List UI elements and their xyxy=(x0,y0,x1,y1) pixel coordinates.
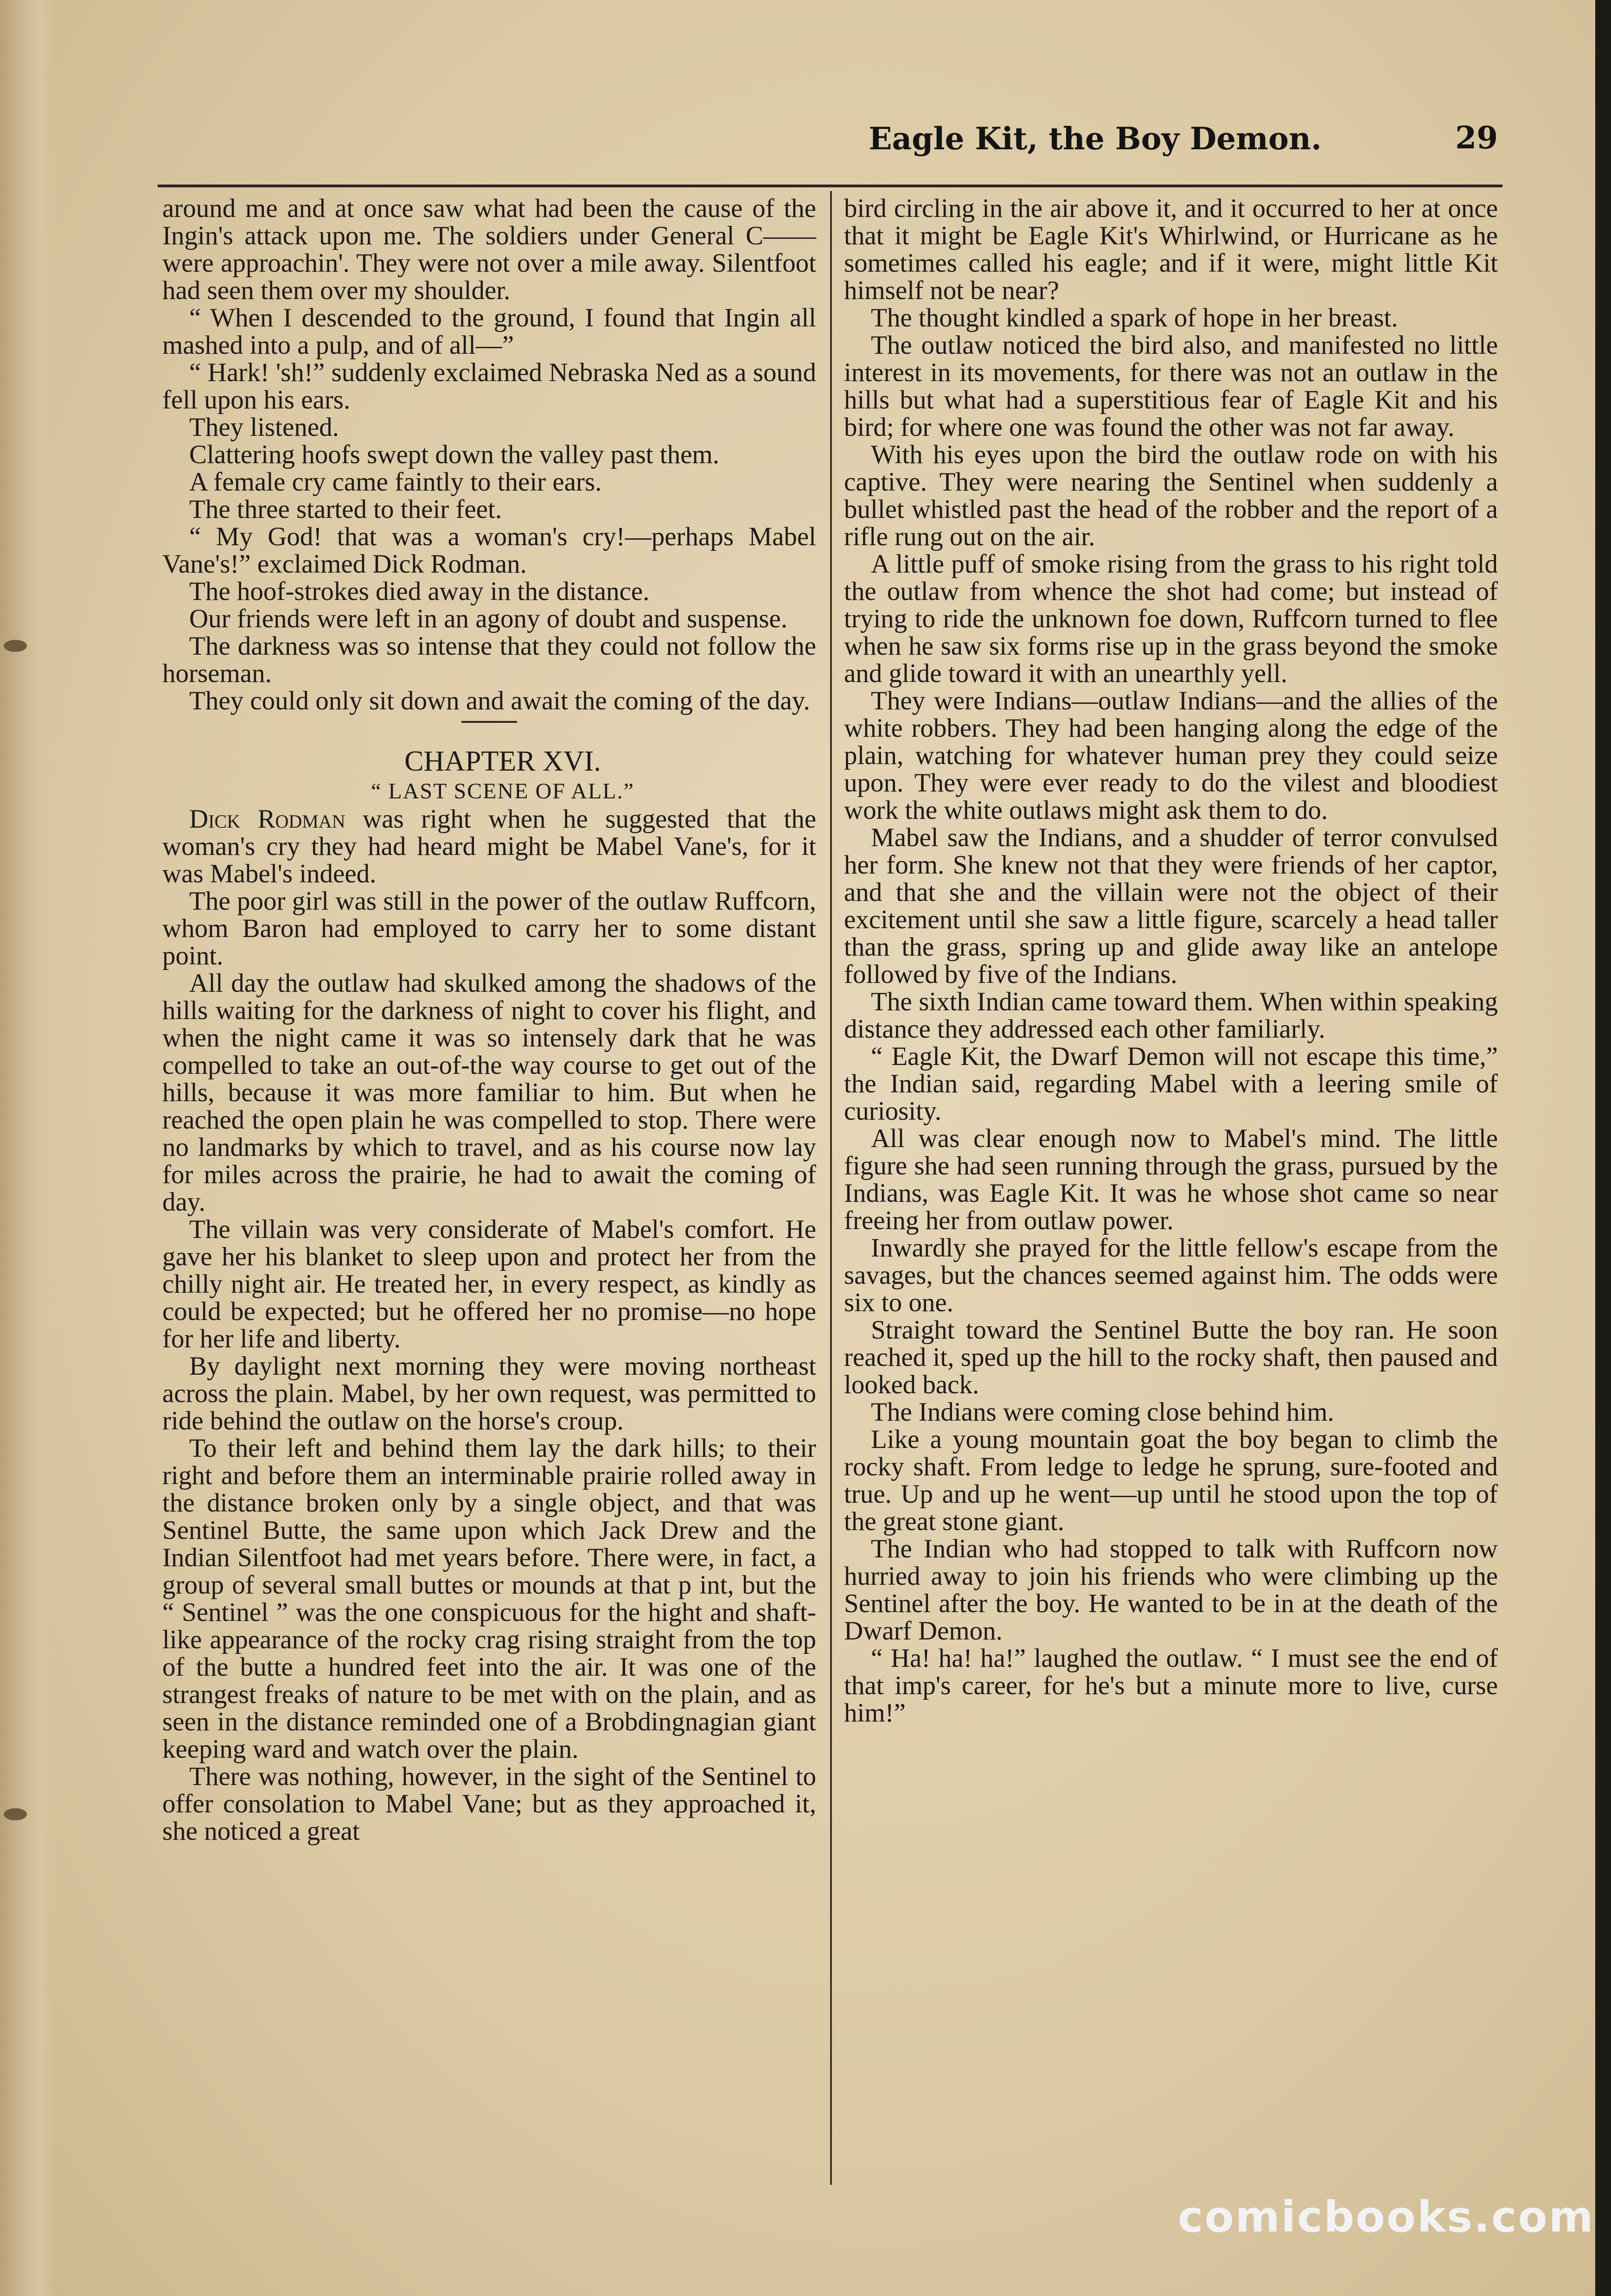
paragraph: To their left and behind them lay the dark hills; to their right and before them an interminable prairie rolled away in the distance broken only by a single object, and that was Sentinel Butte, the same upon which Jack Drew and the Indian Silentfoot had met years before. There were, in fact, a group of several small buttes or mounds at that p int, but the “ Sentinel ” was the one conspicuous for the hight and shaft-like appearance of the rocky crag rising straight from the top of the butte a hundred feet into the air. It was one of the strangest freaks of nature to be met with on the plain, and as seen in the distance reminded one of a Brobdingnagian giant keeping ward and watch over the plain. xyxy=(162,1434,816,1764)
section-rule xyxy=(461,721,517,723)
paragraph: With his eyes upon the bird the outlaw rode on with his captive. They were nearing the Sentinel when suddenly a bullet whistled past the head of the robber and the report of a rifle rung out on the air. xyxy=(844,440,1498,551)
paragraph: The poor girl was still in the power of the outlaw Ruffcorn, whom Baron had employed to carry her to some distant point. xyxy=(162,887,816,970)
paragraph: around me and at once saw what had been the cause of the Ingin's attack upon me. The soldiers under General C—— were approachin'. They were not over a mile away. Silentfoot had seen them over my shoulder. xyxy=(162,194,816,305)
paragraph: Like a young mountain goat the boy began to climb the rocky shaft. From ledge to ledge he sprung, sure-footed and true. Up and up he went—up until he stood upon the top of the great stone giant. xyxy=(844,1425,1498,1536)
chapter-opening-paragraph xyxy=(162,805,816,887)
left-column xyxy=(162,195,816,1845)
paragraph: The Indians were coming close behind him. xyxy=(871,1397,1334,1427)
binding-spine xyxy=(0,0,56,2296)
paragraph: They were Indians—outlaw Indians—and the allies of the white robbers. They had been hanging along the edge of the plain, watching for whatever human prey they could seize upon. They were ever ready to do the vilest and bloodiest work the white outlaws might ask them to do. xyxy=(844,686,1498,825)
staple-hole xyxy=(4,1808,27,1820)
header-rule xyxy=(158,185,1502,187)
paragraph: “ My God! that was a woman's cry!—perhaps Mabel Vane's!” exclaimed Dick Rodman. xyxy=(162,522,816,579)
paragraph: “ Eagle Kit, the Dwarf Demon will not escape this time,” the Indian said, regarding Mabel with a leering smile of curiosity. xyxy=(844,1042,1498,1126)
paragraph: “ Ha! ha! ha!” laughed the outlaw. “ I must see the end of that imp's career, for he's but a minute more to live, curse him!” xyxy=(844,1644,1498,1728)
paragraph: They could only sit down and await the coming of the day. xyxy=(189,686,810,715)
paragraph: “ When I descended to the ground, I found that Ingin all mashed into a pulp, and of all—” xyxy=(162,303,816,360)
paragraph: “ Hark! 'sh!” suddenly exclaimed Nebraska Ned as a sound fell upon his ears. xyxy=(162,358,816,415)
opening-words: Dick Rodman xyxy=(189,804,345,834)
paragraph: bird circling in the air above it, and it occurred to her at once that it might be Eagle Kit's Whirlwind, or Hurricane as he sometimes called his eagle; and if it were, might little Kit himself not be near? xyxy=(844,194,1498,305)
paragraph: Straight toward the Sentinel Butte the boy ran. He soon reached it, sped up the hill to the rocky shaft, then paused and looked back. xyxy=(844,1315,1498,1399)
right-column xyxy=(844,195,1498,1727)
staple-hole xyxy=(4,640,27,652)
paragraph: They listened. xyxy=(189,413,339,442)
paragraph: The hoof-strokes died away in the distance. xyxy=(189,577,650,606)
page-number: 29 xyxy=(1455,120,1498,156)
paragraph: By daylight next morning they were moving northeast across the plain. Mabel, by her own request, was permitted to ride behind the outlaw on the horse's croup. xyxy=(162,1352,816,1435)
paragraph: The villain was very considerate of Mabel's comfort. He gave her his blanket to sleep upon and protect her from the chilly night air. He treated her, in every respect, as kindly as could be expected; but he offered her no promise—no hope for her life and liberty. xyxy=(162,1215,816,1353)
paragraph: Clattering hoofs swept down the valley past them. xyxy=(189,440,719,469)
running-head: Eagle Kit, the Boy Demon. xyxy=(869,121,1322,157)
paragraph: The outlaw noticed the bird also, and manifested no little interest in its movements, for there was not an outlaw in the hills but what had a superstitious fear of Eagle Kit and his bird; for where one was found the other was not far away. xyxy=(844,331,1498,442)
paragraph: All was clear enough now to Mabel's mind. The little figure she had seen running through the grass, pursued by the Indians, was Eagle Kit. It was he whose shot came so near freeing her from outlaw power. xyxy=(844,1124,1498,1235)
column-divider xyxy=(830,191,832,2185)
paragraph: The darkness was so intense that they could not follow the horseman. xyxy=(162,631,816,688)
paragraph: The three started to their feet. xyxy=(189,495,502,524)
paragraph: The thought kindled a spark of hope in her breast. xyxy=(871,303,1398,332)
paragraph: Inwardly she prayed for the little fellow's escape from the savages, but the chances seemed against him. The odds were six to one. xyxy=(844,1233,1498,1317)
watermark: comicbooks.com xyxy=(1178,2192,1595,2242)
chapter-subtitle: “ LAST SCENE OF ALL.” xyxy=(371,779,634,804)
opening-text: was right when he suggested that the woman's cry they had heard might be Mabel Vane's, for it was Mabel's indeed. xyxy=(162,804,817,888)
paragraph: Our friends were left in an agony of doubt and suspense. xyxy=(189,604,788,633)
paragraph: The sixth Indian came toward them. When within speaking distance they addressed each other familiarly. xyxy=(844,987,1498,1044)
paragraph: Mabel saw the Indians, and a shudder of terror convulsed her form. She knew not that they were friends of her captor, and that she and the villain were not the object of their excitement until she saw a little figure, scarcely a head taller than the grass, spring up and glide away like an antelope followed by five of the Indians. xyxy=(844,823,1498,989)
paragraph: A female cry came faintly to their ears. xyxy=(189,467,602,497)
paragraph: A little puff of smoke rising from the grass to his right told the outlaw from whence the shot had come; but instead of trying to ride the unknown foe down, Ruffcorn turned to flee when he saw six forms rise up in the grass beyond the smoke and glide toward it with an unearthly yell. xyxy=(844,549,1498,688)
paragraph: There was nothing, however, in the sight of the Sentinel to offer consolation to Mabel Vane; but as they approached it, she noticed a great xyxy=(162,1762,816,1846)
paragraph: All day the outlaw had skulked among the shadows of the hills waiting for the darkness of night to cover his flight, and when the night came it was so intensely dark that he was compelled to take an out-of-the way course to get out of the hills, because it was more familiar to him. But when he reached the open plain he was compelled to stop. There were no landmarks by which to travel, and as his course now lay for miles across the prairie, he had to await the coming of day. xyxy=(162,969,816,1217)
chapter-title: CHAPTER XVI. xyxy=(404,746,601,777)
paragraph: The Indian who had stopped to talk with Ruffcorn now hurried away to join his friends who were climbing up the Sentinel after the boy. He wanted to be in at the death of the Dwarf Demon. xyxy=(844,1534,1498,1645)
